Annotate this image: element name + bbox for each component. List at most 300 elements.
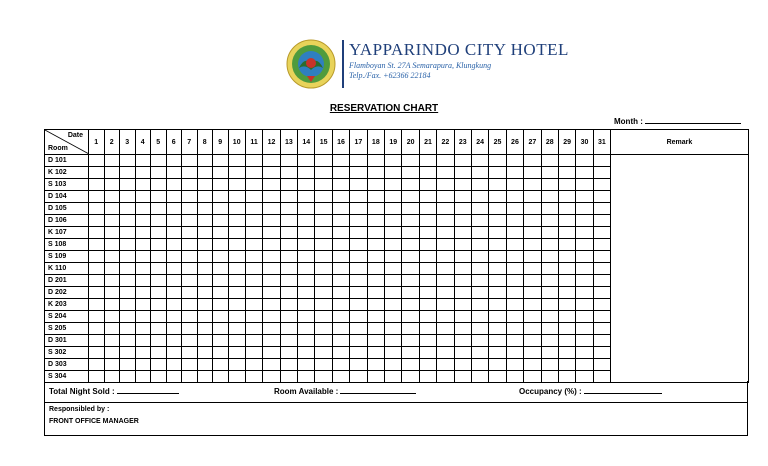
- reservation-cell[interactable]: [245, 215, 262, 227]
- reservation-cell[interactable]: [541, 347, 558, 359]
- reservation-cell[interactable]: [454, 179, 471, 191]
- reservation-cell[interactable]: [489, 227, 506, 239]
- reservation-cell[interactable]: [135, 311, 151, 323]
- reservation-cell[interactable]: [89, 287, 105, 299]
- reservation-cell[interactable]: [332, 203, 349, 215]
- reservation-cell[interactable]: [332, 263, 349, 275]
- reservation-cell[interactable]: [228, 359, 245, 371]
- reservation-cell[interactable]: [89, 167, 105, 179]
- reservation-cell[interactable]: [541, 323, 558, 335]
- reservation-cell[interactable]: [166, 287, 182, 299]
- reservation-cell[interactable]: [213, 287, 229, 299]
- reservation-cell[interactable]: [524, 335, 541, 347]
- reservation-cell[interactable]: [315, 275, 332, 287]
- reservation-cell[interactable]: [402, 239, 419, 251]
- reservation-cell[interactable]: [489, 239, 506, 251]
- reservation-cell[interactable]: [104, 275, 120, 287]
- reservation-cell[interactable]: [197, 227, 213, 239]
- reservation-cell[interactable]: [367, 287, 384, 299]
- reservation-cell[interactable]: [228, 299, 245, 311]
- reservation-cell[interactable]: [298, 251, 315, 263]
- reservation-cell[interactable]: [89, 239, 105, 251]
- reservation-cell[interactable]: [197, 239, 213, 251]
- reservation-cell[interactable]: [135, 359, 151, 371]
- reservation-cell[interactable]: [489, 323, 506, 335]
- reservation-cell[interactable]: [541, 191, 558, 203]
- reservation-cell[interactable]: [182, 167, 198, 179]
- reservation-cell[interactable]: [197, 347, 213, 359]
- reservation-cell[interactable]: [182, 191, 198, 203]
- reservation-cell[interactable]: [332, 191, 349, 203]
- reservation-cell[interactable]: [166, 335, 182, 347]
- reservation-cell[interactable]: [489, 203, 506, 215]
- reservation-cell[interactable]: [135, 167, 151, 179]
- reservation-cell[interactable]: [263, 263, 280, 275]
- reservation-cell[interactable]: [182, 287, 198, 299]
- reservation-cell[interactable]: [402, 227, 419, 239]
- reservation-cell[interactable]: [89, 263, 105, 275]
- reservation-cell[interactable]: [385, 239, 402, 251]
- reservation-cell[interactable]: [506, 311, 523, 323]
- reservation-cell[interactable]: [506, 299, 523, 311]
- reservation-cell[interactable]: [437, 323, 454, 335]
- reservation-cell[interactable]: [437, 179, 454, 191]
- reservation-cell[interactable]: [228, 239, 245, 251]
- reservation-cell[interactable]: [558, 275, 575, 287]
- reservation-cell[interactable]: [367, 167, 384, 179]
- reservation-cell[interactable]: [135, 203, 151, 215]
- reservation-cell[interactable]: [489, 311, 506, 323]
- reservation-cell[interactable]: [228, 203, 245, 215]
- reservation-cell[interactable]: [166, 191, 182, 203]
- reservation-cell[interactable]: [135, 191, 151, 203]
- reservation-cell[interactable]: [263, 227, 280, 239]
- reservation-cell[interactable]: [245, 323, 262, 335]
- reservation-cell[interactable]: [228, 155, 245, 167]
- reservation-cell[interactable]: [437, 263, 454, 275]
- reservation-cell[interactable]: [558, 251, 575, 263]
- reservation-cell[interactable]: [298, 215, 315, 227]
- reservation-cell[interactable]: [524, 287, 541, 299]
- reservation-cell[interactable]: [89, 215, 105, 227]
- reservation-cell[interactable]: [228, 251, 245, 263]
- reservation-cell[interactable]: [120, 167, 136, 179]
- reservation-cell[interactable]: [489, 335, 506, 347]
- reservation-cell[interactable]: [298, 155, 315, 167]
- reservation-cell[interactable]: [263, 287, 280, 299]
- reservation-cell[interactable]: [151, 215, 167, 227]
- occupancy-field[interactable]: [519, 387, 662, 396]
- reservation-cell[interactable]: [213, 227, 229, 239]
- reservation-cell[interactable]: [385, 311, 402, 323]
- reservation-cell[interactable]: [541, 155, 558, 167]
- reservation-cell[interactable]: [385, 347, 402, 359]
- reservation-cell[interactable]: [280, 251, 297, 263]
- reservation-cell[interactable]: [213, 155, 229, 167]
- reservation-cell[interactable]: [419, 287, 436, 299]
- reservation-cell[interactable]: [367, 191, 384, 203]
- reservation-cell[interactable]: [454, 359, 471, 371]
- reservation-cell[interactable]: [280, 323, 297, 335]
- reservation-cell[interactable]: [315, 287, 332, 299]
- reservation-cell[interactable]: [576, 323, 593, 335]
- reservation-cell[interactable]: [151, 239, 167, 251]
- reservation-cell[interactable]: [298, 299, 315, 311]
- reservation-cell[interactable]: [524, 167, 541, 179]
- reservation-cell[interactable]: [228, 167, 245, 179]
- reservation-cell[interactable]: [315, 263, 332, 275]
- reservation-cell[interactable]: [471, 227, 488, 239]
- reservation-cell[interactable]: [576, 275, 593, 287]
- reservation-cell[interactable]: [245, 251, 262, 263]
- reservation-cell[interactable]: [419, 191, 436, 203]
- reservation-cell[interactable]: [182, 275, 198, 287]
- reservation-cell[interactable]: [298, 287, 315, 299]
- reservation-cell[interactable]: [135, 275, 151, 287]
- reservation-cell[interactable]: [489, 215, 506, 227]
- reservation-cell[interactable]: [332, 167, 349, 179]
- reservation-cell[interactable]: [385, 287, 402, 299]
- reservation-cell[interactable]: [558, 263, 575, 275]
- reservation-cell[interactable]: [298, 227, 315, 239]
- reservation-cell[interactable]: [419, 251, 436, 263]
- reservation-cell[interactable]: [89, 311, 105, 323]
- reservation-cell[interactable]: [576, 191, 593, 203]
- reservation-cell[interactable]: [576, 287, 593, 299]
- reservation-cell[interactable]: [315, 299, 332, 311]
- reservation-cell[interactable]: [89, 335, 105, 347]
- reservation-cell[interactable]: [402, 191, 419, 203]
- reservation-cell[interactable]: [135, 215, 151, 227]
- reservation-cell[interactable]: [593, 359, 610, 371]
- reservation-cell[interactable]: [454, 203, 471, 215]
- reservation-cell[interactable]: [471, 347, 488, 359]
- reservation-cell[interactable]: [489, 347, 506, 359]
- reservation-cell[interactable]: [228, 347, 245, 359]
- reservation-cell[interactable]: [471, 311, 488, 323]
- reservation-cell[interactable]: [135, 287, 151, 299]
- reservation-cell[interactable]: [263, 191, 280, 203]
- reservation-cell[interactable]: [471, 179, 488, 191]
- reservation-cell[interactable]: [245, 179, 262, 191]
- reservation-cell[interactable]: [437, 359, 454, 371]
- reservation-cell[interactable]: [151, 155, 167, 167]
- reservation-cell[interactable]: [245, 275, 262, 287]
- reservation-cell[interactable]: [120, 311, 136, 323]
- reservation-cell[interactable]: [182, 359, 198, 371]
- reservation-cell[interactable]: [541, 287, 558, 299]
- reservation-cell[interactable]: [402, 179, 419, 191]
- reservation-cell[interactable]: [593, 191, 610, 203]
- reservation-cell[interactable]: [576, 155, 593, 167]
- reservation-cell[interactable]: [471, 167, 488, 179]
- reservation-cell[interactable]: [280, 215, 297, 227]
- reservation-cell[interactable]: [489, 167, 506, 179]
- reservation-cell[interactable]: [367, 323, 384, 335]
- reservation-cell[interactable]: [367, 251, 384, 263]
- reservation-cell[interactable]: [350, 299, 367, 311]
- reservation-cell[interactable]: [437, 203, 454, 215]
- reservation-cell[interactable]: [245, 299, 262, 311]
- remark-cell[interactable]: [611, 227, 749, 239]
- reservation-cell[interactable]: [367, 227, 384, 239]
- reservation-cell[interactable]: [593, 263, 610, 275]
- reservation-cell[interactable]: [182, 311, 198, 323]
- reservation-cell[interactable]: [332, 347, 349, 359]
- reservation-cell[interactable]: [524, 275, 541, 287]
- reservation-cell[interactable]: [350, 335, 367, 347]
- reservation-cell[interactable]: [402, 323, 419, 335]
- reservation-cell[interactable]: [182, 263, 198, 275]
- reservation-cell[interactable]: [350, 263, 367, 275]
- reservation-cell[interactable]: [263, 155, 280, 167]
- reservation-cell[interactable]: [151, 275, 167, 287]
- reservation-cell[interactable]: [89, 191, 105, 203]
- reservation-cell[interactable]: [151, 287, 167, 299]
- reservation-cell[interactable]: [120, 287, 136, 299]
- reservation-cell[interactable]: [350, 191, 367, 203]
- reservation-cell[interactable]: [332, 335, 349, 347]
- reservation-cell[interactable]: [213, 239, 229, 251]
- reservation-cell[interactable]: [213, 347, 229, 359]
- reservation-cell[interactable]: [576, 179, 593, 191]
- reservation-cell[interactable]: [104, 227, 120, 239]
- remark-cell[interactable]: [611, 251, 749, 263]
- reservation-cell[interactable]: [367, 239, 384, 251]
- reservation-cell[interactable]: [197, 167, 213, 179]
- reservation-cell[interactable]: [89, 227, 105, 239]
- reservation-cell[interactable]: [182, 335, 198, 347]
- reservation-cell[interactable]: [213, 275, 229, 287]
- reservation-cell[interactable]: [315, 191, 332, 203]
- reservation-cell[interactable]: [524, 299, 541, 311]
- reservation-cell[interactable]: [437, 287, 454, 299]
- reservation-cell[interactable]: [506, 239, 523, 251]
- reservation-cell[interactable]: [593, 227, 610, 239]
- reservation-cell[interactable]: [298, 167, 315, 179]
- reservation-cell[interactable]: [104, 239, 120, 251]
- reservation-cell[interactable]: [245, 239, 262, 251]
- reservation-cell[interactable]: [385, 203, 402, 215]
- reservation-cell[interactable]: [315, 167, 332, 179]
- reservation-cell[interactable]: [89, 251, 105, 263]
- reservation-cell[interactable]: [280, 311, 297, 323]
- reservation-cell[interactable]: [367, 359, 384, 371]
- reservation-cell[interactable]: [228, 311, 245, 323]
- reservation-cell[interactable]: [197, 323, 213, 335]
- remark-cell[interactable]: [611, 287, 749, 299]
- reservation-cell[interactable]: [541, 239, 558, 251]
- reservation-cell[interactable]: [593, 275, 610, 287]
- reservation-cell[interactable]: [263, 239, 280, 251]
- reservation-cell[interactable]: [280, 203, 297, 215]
- reservation-cell[interactable]: [350, 239, 367, 251]
- reservation-cell[interactable]: [298, 347, 315, 359]
- reservation-cell[interactable]: [506, 251, 523, 263]
- remark-cell[interactable]: [611, 167, 749, 179]
- reservation-cell[interactable]: [263, 311, 280, 323]
- reservation-cell[interactable]: [385, 299, 402, 311]
- reservation-cell[interactable]: [402, 287, 419, 299]
- reservation-cell[interactable]: [506, 335, 523, 347]
- reservation-cell[interactable]: [437, 227, 454, 239]
- remark-cell[interactable]: [611, 191, 749, 203]
- reservation-cell[interactable]: [558, 335, 575, 347]
- reservation-cell[interactable]: [402, 347, 419, 359]
- reservation-cell[interactable]: [182, 251, 198, 263]
- reservation-cell[interactable]: [298, 335, 315, 347]
- reservation-cell[interactable]: [104, 215, 120, 227]
- reservation-cell[interactable]: [437, 239, 454, 251]
- reservation-cell[interactable]: [437, 299, 454, 311]
- reservation-cell[interactable]: [576, 239, 593, 251]
- reservation-cell[interactable]: [298, 179, 315, 191]
- remark-cell[interactable]: [611, 347, 749, 359]
- reservation-cell[interactable]: [350, 203, 367, 215]
- remark-cell[interactable]: [611, 263, 749, 275]
- reservation-cell[interactable]: [524, 239, 541, 251]
- reservation-cell[interactable]: [228, 323, 245, 335]
- reservation-cell[interactable]: [315, 227, 332, 239]
- reservation-cell[interactable]: [558, 239, 575, 251]
- reservation-cell[interactable]: [350, 215, 367, 227]
- reservation-cell[interactable]: [166, 167, 182, 179]
- reservation-cell[interactable]: [332, 155, 349, 167]
- reservation-cell[interactable]: [419, 179, 436, 191]
- reservation-cell[interactable]: [419, 155, 436, 167]
- reservation-cell[interactable]: [120, 191, 136, 203]
- reservation-cell[interactable]: [151, 227, 167, 239]
- reservation-cell[interactable]: [593, 335, 610, 347]
- reservation-cell[interactable]: [419, 347, 436, 359]
- reservation-cell[interactable]: [437, 335, 454, 347]
- reservation-cell[interactable]: [506, 347, 523, 359]
- reservation-cell[interactable]: [385, 323, 402, 335]
- reservation-cell[interactable]: [228, 215, 245, 227]
- reservation-cell[interactable]: [576, 167, 593, 179]
- reservation-cell[interactable]: [471, 215, 488, 227]
- reservation-cell[interactable]: [151, 179, 167, 191]
- reservation-cell[interactable]: [263, 359, 280, 371]
- reservation-cell[interactable]: [213, 335, 229, 347]
- reservation-cell[interactable]: [558, 155, 575, 167]
- reservation-cell[interactable]: [350, 251, 367, 263]
- month-field[interactable]: [614, 117, 741, 126]
- reservation-cell[interactable]: [593, 347, 610, 359]
- reservation-cell[interactable]: [298, 311, 315, 323]
- reservation-cell[interactable]: [367, 335, 384, 347]
- reservation-cell[interactable]: [593, 155, 610, 167]
- reservation-cell[interactable]: [367, 299, 384, 311]
- reservation-cell[interactable]: [166, 263, 182, 275]
- reservation-cell[interactable]: [558, 311, 575, 323]
- reservation-cell[interactable]: [315, 347, 332, 359]
- reservation-cell[interactable]: [197, 251, 213, 263]
- reservation-cell[interactable]: [166, 311, 182, 323]
- reservation-cell[interactable]: [419, 275, 436, 287]
- reservation-cell[interactable]: [182, 299, 198, 311]
- reservation-cell[interactable]: [213, 359, 229, 371]
- reservation-cell[interactable]: [89, 359, 105, 371]
- reservation-cell[interactable]: [471, 191, 488, 203]
- reservation-cell[interactable]: [419, 239, 436, 251]
- reservation-cell[interactable]: [402, 155, 419, 167]
- reservation-cell[interactable]: [419, 167, 436, 179]
- reservation-cell[interactable]: [471, 263, 488, 275]
- reservation-cell[interactable]: [350, 155, 367, 167]
- reservation-cell[interactable]: [104, 347, 120, 359]
- reservation-cell[interactable]: [402, 275, 419, 287]
- reservation-cell[interactable]: [166, 227, 182, 239]
- reservation-cell[interactable]: [245, 191, 262, 203]
- remark-cell[interactable]: [611, 299, 749, 311]
- reservation-cell[interactable]: [367, 215, 384, 227]
- reservation-cell[interactable]: [89, 323, 105, 335]
- reservation-cell[interactable]: [593, 215, 610, 227]
- reservation-cell[interactable]: [350, 347, 367, 359]
- reservation-cell[interactable]: [541, 359, 558, 371]
- reservation-cell[interactable]: [593, 251, 610, 263]
- reservation-cell[interactable]: [506, 203, 523, 215]
- reservation-cell[interactable]: [576, 263, 593, 275]
- reservation-cell[interactable]: [89, 155, 105, 167]
- reservation-cell[interactable]: [506, 287, 523, 299]
- reservation-cell[interactable]: [558, 179, 575, 191]
- reservation-cell[interactable]: [280, 347, 297, 359]
- reservation-cell[interactable]: [419, 311, 436, 323]
- reservation-cell[interactable]: [280, 287, 297, 299]
- reservation-cell[interactable]: [298, 263, 315, 275]
- reservation-cell[interactable]: [419, 299, 436, 311]
- reservation-cell[interactable]: [182, 323, 198, 335]
- reservation-cell[interactable]: [104, 287, 120, 299]
- reservation-cell[interactable]: [280, 167, 297, 179]
- reservation-cell[interactable]: [182, 239, 198, 251]
- reservation-cell[interactable]: [471, 299, 488, 311]
- reservation-cell[interactable]: [506, 155, 523, 167]
- reservation-cell[interactable]: [263, 299, 280, 311]
- reservation-cell[interactable]: [315, 251, 332, 263]
- remark-cell[interactable]: [611, 215, 749, 227]
- reservation-cell[interactable]: [213, 311, 229, 323]
- reservation-cell[interactable]: [245, 167, 262, 179]
- reservation-cell[interactable]: [151, 167, 167, 179]
- remark-cell[interactable]: [611, 311, 749, 323]
- reservation-cell[interactable]: [89, 299, 105, 311]
- reservation-cell[interactable]: [402, 299, 419, 311]
- reservation-cell[interactable]: [245, 155, 262, 167]
- reservation-cell[interactable]: [350, 179, 367, 191]
- reservation-cell[interactable]: [135, 227, 151, 239]
- reservation-cell[interactable]: [506, 227, 523, 239]
- total-night-sold-blank[interactable]: [117, 387, 179, 394]
- reservation-cell[interactable]: [151, 323, 167, 335]
- reservation-cell[interactable]: [576, 251, 593, 263]
- reservation-cell[interactable]: [213, 299, 229, 311]
- reservation-cell[interactable]: [120, 359, 136, 371]
- reservation-cell[interactable]: [135, 335, 151, 347]
- reservation-cell[interactable]: [489, 287, 506, 299]
- remark-cell[interactable]: [611, 323, 749, 335]
- reservation-cell[interactable]: [437, 251, 454, 263]
- reservation-cell[interactable]: [263, 251, 280, 263]
- reservation-cell[interactable]: [315, 215, 332, 227]
- reservation-cell[interactable]: [367, 347, 384, 359]
- reservation-cell[interactable]: [298, 203, 315, 215]
- room-available-blank[interactable]: [340, 387, 416, 394]
- reservation-cell[interactable]: [541, 227, 558, 239]
- month-blank[interactable]: [645, 117, 741, 124]
